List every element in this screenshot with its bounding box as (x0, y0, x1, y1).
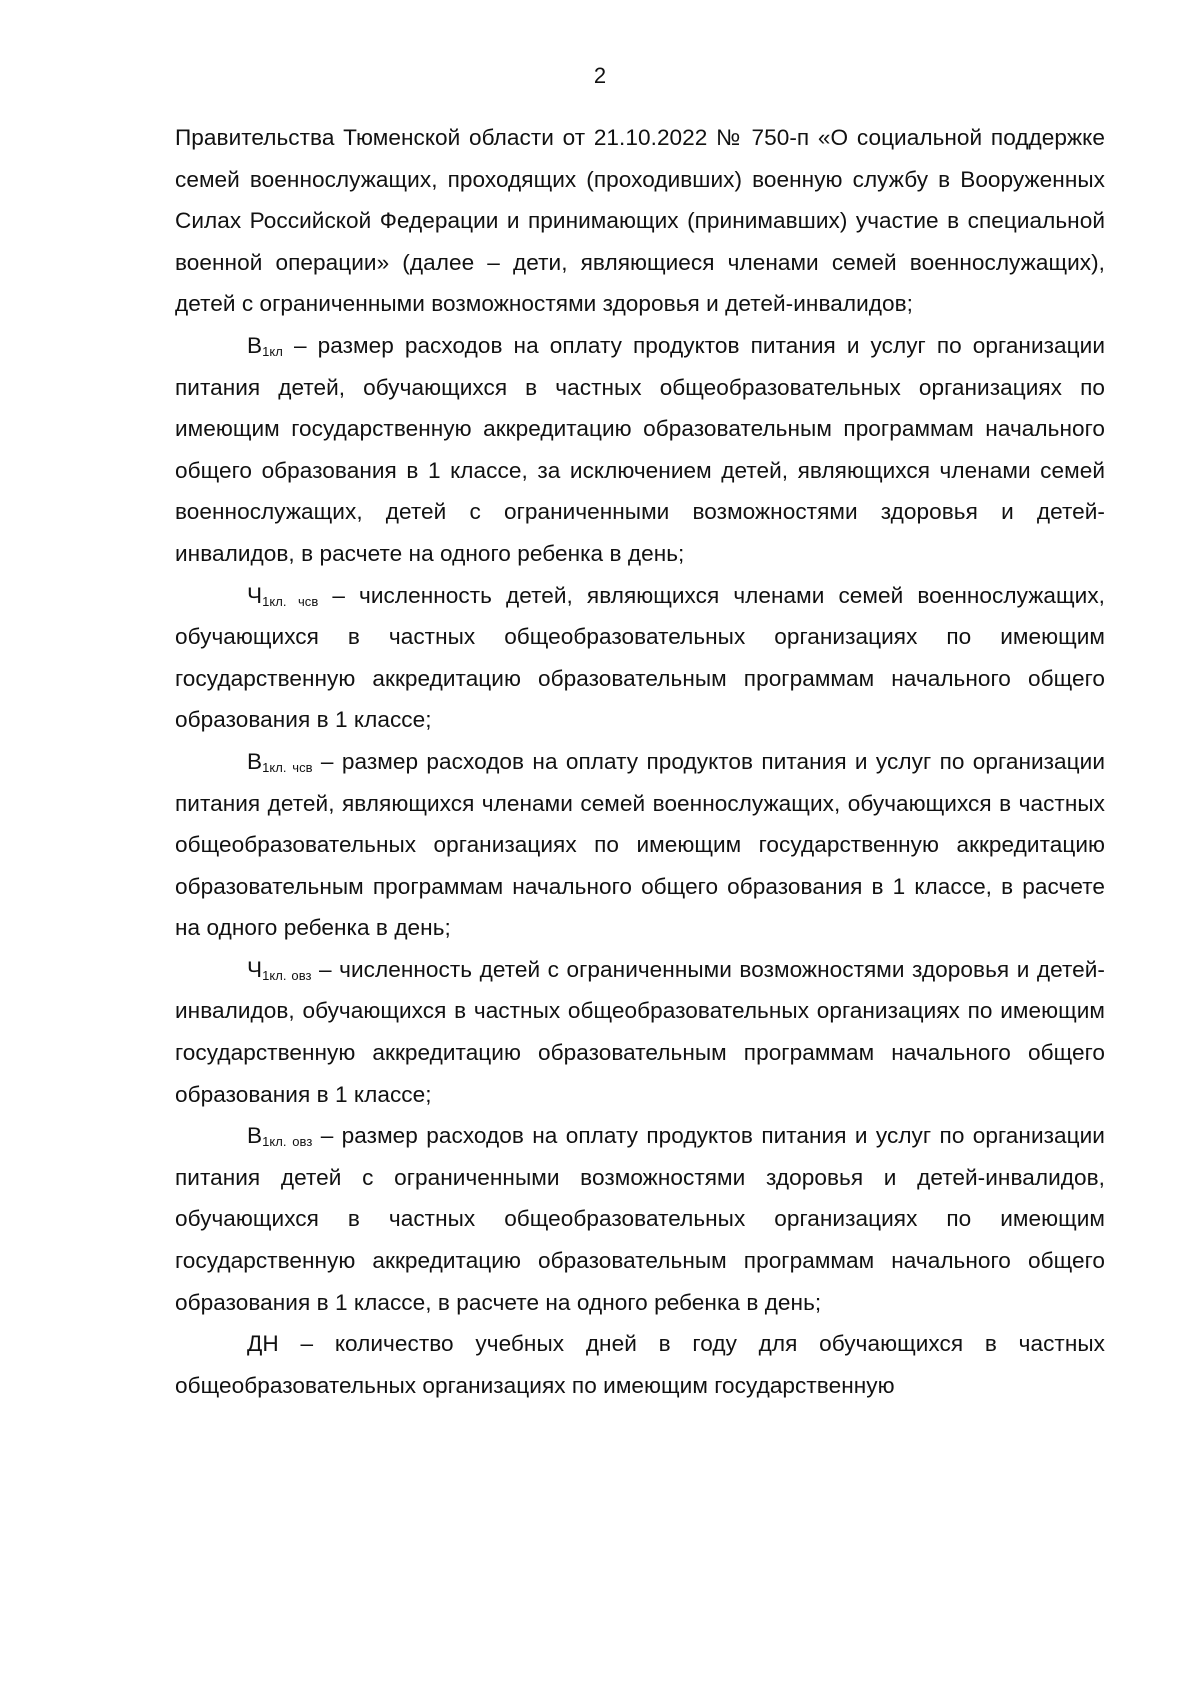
definition-v1kl-chsv (175, 741, 1105, 949)
symbol-letter: В (247, 748, 263, 774)
definition-text: – размер расходов на оплату продуктов питания и услуг по организации питания детей, обучающихся в частных общеобразовательных организациях по имеющим государственную аккредитацию образовательным программам начального общего образования в 1 классе, за исключением детей, являющихся членами семей военнослужащих, детей с ограниченными возможностями здоровья и детей-инвалидов, в расчете на одного ребенка в день; (175, 332, 1105, 566)
symbol-letter: ДН (247, 1331, 279, 1357)
definition-text: – количество учебных дней в году для обучающихся в частных общеобразовательных организациях по имеющим государственную (175, 1331, 1105, 1398)
paragraph-text: Правительства Тюменской области от 21.10.2022 № 750-п «О социальной поддержке семей военнослужащих, проходящих (проходивших) военную службу в Вооруженных Силах Российской Федерации и принимающих (принимавших) участие в специальной военной операции» (далее – дети, являющиеся членами семей военнослужащих), детей с ограниченными возможностями здоровья и детей-инвалидов; (175, 125, 1105, 317)
formula-symbol (247, 333, 283, 358)
definition-text: – размер расходов на оплату продуктов питания и услуг по организации питания детей с ограниченными возможностями здоровья и детей-инвалидов, обучающихся в частных общеобразовательных организациях по имеющим государственную аккредитацию образовательным программам начального общего образования в 1 классе, в расчете на одного ребенка в день; (175, 1123, 1105, 1315)
formula-symbol (247, 1331, 279, 1356)
formula-symbol (247, 957, 312, 982)
symbol-subscript: 1кл. овз (262, 967, 312, 983)
symbol-letter: В (247, 1123, 263, 1149)
definition-text: – размер расходов на оплату продуктов питания и услуг по организации питания детей, являющихся членами семей военнослужащих, обучающихся в частных общеобразовательных организациях по имеющим государственную аккредитацию образовательным программам начального общего образования в 1 классе, в расчете на одного ребенка в день; (175, 748, 1106, 941)
symbol-subscript: 1кл. овз (262, 1134, 313, 1150)
symbol-letter: Ч (247, 582, 263, 608)
symbol-subscript: 1кл. чсв (262, 759, 313, 775)
paragraph-continuation (175, 117, 1105, 325)
formula-symbol (247, 583, 318, 608)
symbol-letter: В (247, 332, 263, 358)
formula-symbol (247, 1123, 312, 1148)
definition-ch1kl-ovz (175, 949, 1105, 1115)
document-body (175, 117, 1105, 1406)
symbol-letter: Ч (247, 956, 263, 982)
definition-v1kl (175, 325, 1105, 575)
definition-text: – численность детей, являющихся членами семей военнослужащих, обучающихся в частных общеобразовательных организациях по имеющим государственную аккредитацию образовательным программам начального общего образования в 1 классе; (175, 582, 1105, 733)
symbol-subscript: 1кл. чсв (262, 593, 319, 609)
symbol-subscript: 1кл (262, 343, 283, 359)
formula-symbol (247, 749, 313, 774)
definition-text: – численность детей с ограниченными возможностями здоровья и детей-инвалидов, обучающихся в частных общеобразовательных организациях по имеющим государственную аккредитацию образовательным программам начального общего образования в 1 классе; (175, 956, 1105, 1107)
page-number: 2 (593, 63, 607, 88)
definition-dn (175, 1323, 1105, 1406)
definition-v1kl-ovz (175, 1115, 1105, 1323)
definition-ch1kl-chsv (175, 575, 1105, 741)
